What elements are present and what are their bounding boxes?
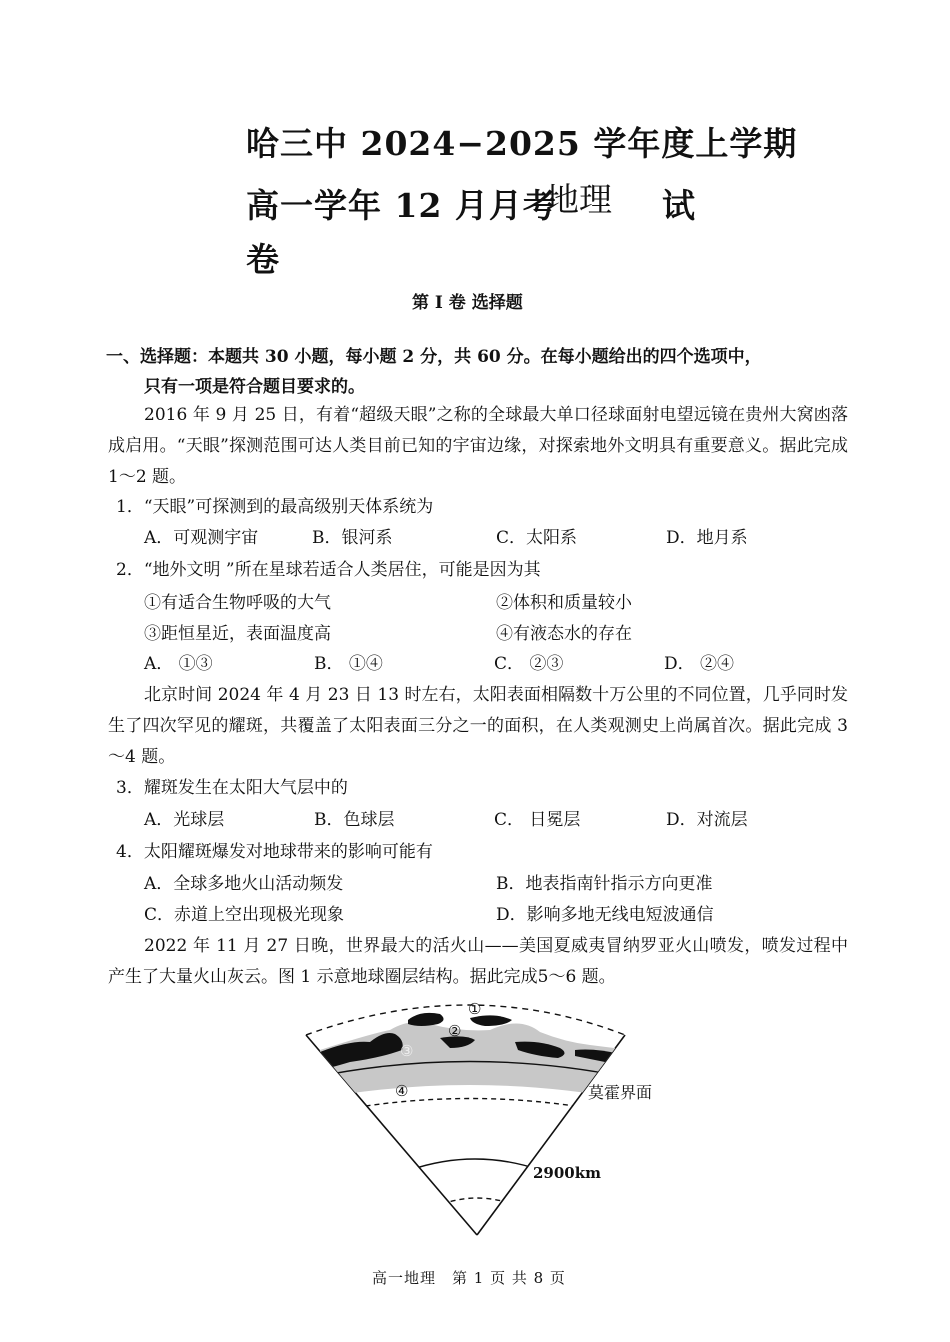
q2-option-a: A． ①③ [144, 654, 213, 674]
exam-title-line2: 高一学年 12 月月考 [246, 186, 557, 225]
q1-option-c: C．太阳系 [496, 528, 578, 548]
label-layer-1: ① [468, 1000, 482, 1018]
passage-2: 北京时间 2024 年 4 月 23 日 13 时左右，太阳表面相隔数十万公里的不同位置，几乎同时发生了四次罕见的耀斑，共覆盖了太阳表面三分之一的面积，在人类观测史上尚属首次。据此完成 3～4 题。 [108, 685, 848, 767]
instructions-line2: 只有一项是符合题目要求的。 [144, 377, 365, 397]
question-4-stem: 4．太阳耀斑爆发对地球带来的影响可能有 [116, 842, 433, 862]
moho-label: 莫霍界面 [588, 1083, 653, 1102]
q2-item-1: ①有适合生物呼吸的大气 [144, 593, 331, 613]
earth-sphere-diagram [290, 990, 690, 1245]
q1-option-d: D．地月系 [666, 528, 748, 548]
q2-option-c: C． ②③ [494, 654, 564, 674]
q4-option-c: C．赤道上空出现极光现象 [144, 905, 345, 925]
instructions-line1: 一、选择题：本题共 30 小题，每小题 2 分，共 60 分。在每小题给出的四个选项中， [106, 347, 762, 367]
asthenosphere-boundary [330, 1099, 610, 1113]
q4-option-b: B．地表指南针指示方向更准 [496, 874, 713, 894]
passage-1: 2016 年 9 月 25 日，有着“超级天眼”之称的全球最大单口径球面射电望远镜在贵州大窝凼落成启用。“天眼”探测范围可达人类目前已知的宇宙边缘，对探索地外文明具有重要意义。据此完成 1～2 题。 [108, 405, 848, 487]
exam-title-line1: 哈三中 2024−2025 学年度上学期 [246, 124, 798, 163]
label-layer-4: ④ [395, 1082, 409, 1100]
q3-option-c: C． 日冕层 [494, 810, 581, 830]
q2-item-2: ②体积和质量较小 [496, 593, 632, 613]
label-layer-3: ③ [400, 1042, 414, 1060]
q2-item-3: ③距恒星近，表面温度高 [144, 624, 331, 644]
question-3-stem: 3．耀斑发生在太阳大气层中的 [116, 778, 348, 798]
cloud-1 [408, 1013, 444, 1026]
q2-item-4: ④有液态水的存在 [496, 624, 632, 644]
q1-option-b: B．银河系 [312, 528, 393, 548]
q3-option-b: B．色球层 [314, 810, 395, 830]
label-layer-2: ② [448, 1022, 462, 1040]
q3-option-d: D．对流层 [666, 810, 748, 830]
exam-subject: 地理 [546, 180, 612, 219]
q3-option-a: A．光球层 [144, 810, 225, 830]
q4-option-d: D．影响多地无线电短波通信 [496, 905, 714, 925]
core-boundary [410, 1159, 540, 1170]
section-title: 第 I 卷 选择题 [412, 293, 523, 313]
question-1-stem: 1．“天眼”可探测到的最高级别天体系统为 [116, 497, 434, 517]
passage-3: 2022 年 11 月 27 日晚，世界最大的活火山——美国夏威夷冒纳罗亚火山喷发，喷发过程中产生了大量火山灰云。图 1 示意地球圈层结构。据此完成5～6 题。 [108, 936, 848, 987]
q2-option-d: D． ②④ [664, 654, 735, 674]
exam-title-line3: 卷 [246, 240, 280, 279]
question-2-stem: 2．“地外文明 ”所在星球若适合人类居住，可能是因为其 [116, 560, 541, 580]
q2-option-b: B． ①④ [314, 654, 383, 674]
q4-option-a: A．全球多地火山活动频发 [144, 874, 344, 894]
exam-title-suffix: 试 [662, 186, 696, 225]
q1-option-a: A．可观测宇宙 [144, 528, 259, 548]
depth-label: 2900km [533, 1164, 602, 1182]
page-footer: 高一地理 第 1 页 共 8 页 [372, 1269, 566, 1287]
